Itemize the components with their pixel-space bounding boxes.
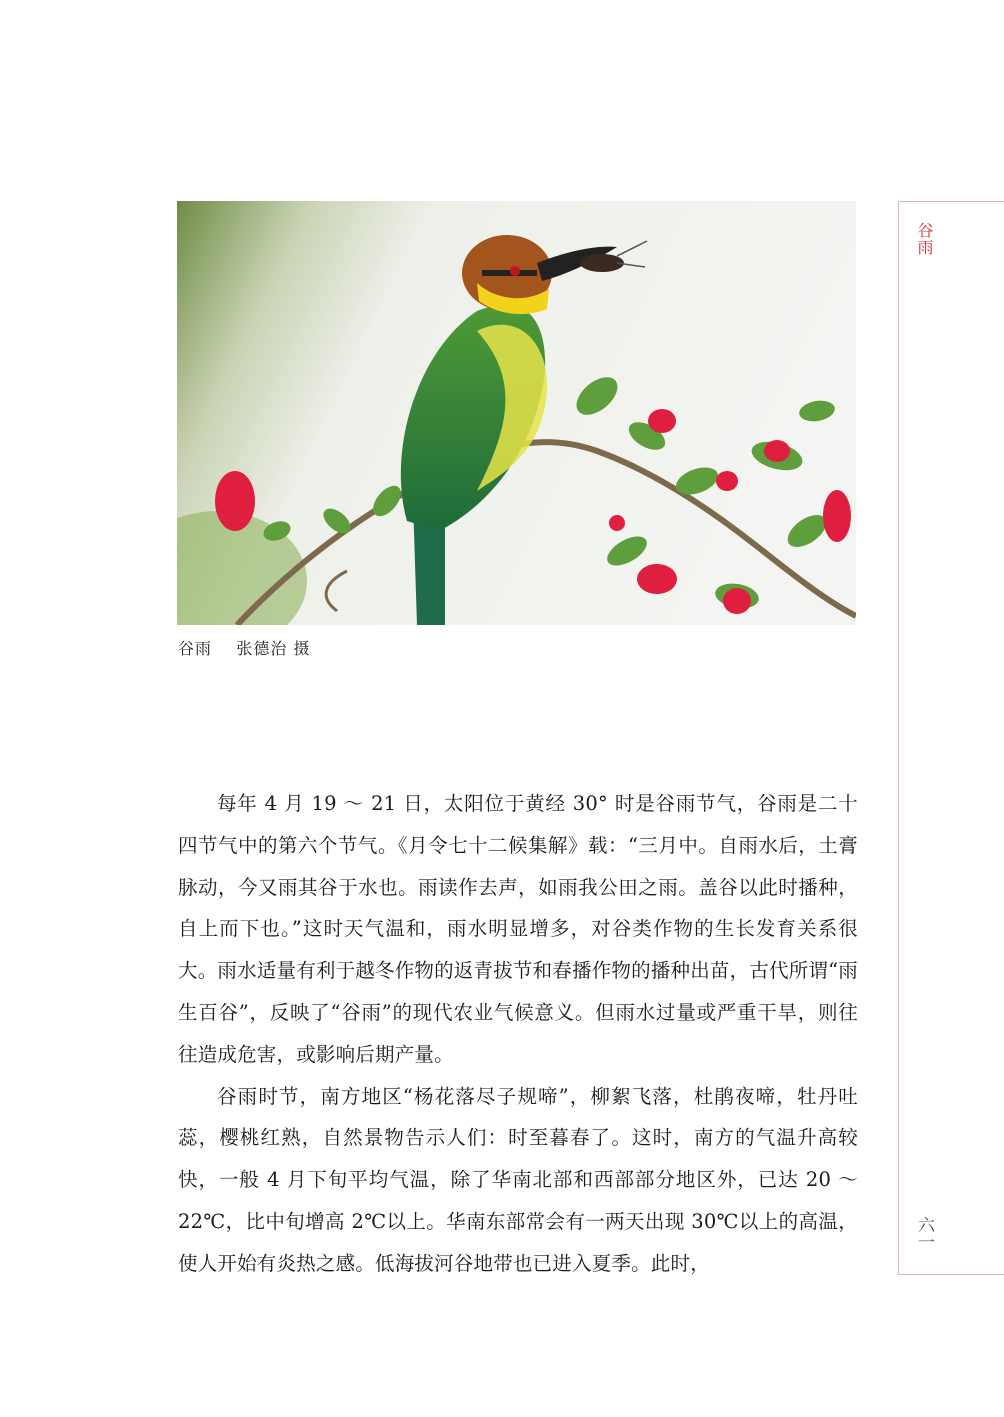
caption-author: 张德治 摄 [236, 639, 311, 658]
side-margin-frame [898, 201, 1004, 1275]
bee-eater-bird-icon [177, 201, 856, 625]
chapter-title: 谷雨 [915, 222, 934, 256]
bird-photo [177, 201, 856, 625]
paragraph: 谷雨时节，南方地区“杨花落尽子规啼”，柳絮飞落，杜鹃夜啼，牡丹吐蕊，樱桃红熟，自然景物告示人们：时至暮春了。这时，南方的气温升高较快，一般 4 月下旬平均气温，除了华南北部和西部部分地区外，已达 20 ～ 22℃，比中旬增高 2℃以上。华南东部常会有一两天出现 30℃以上的高温，使人开始有炎热之感。低海拔河谷地带也已进入夏季。此时， [178, 1084, 858, 1275]
caption-title: 谷雨 [178, 639, 213, 658]
article-body [178, 783, 858, 1285]
photo-caption [178, 636, 310, 659]
page-number: 六一 [914, 1216, 934, 1250]
paragraph: 每年 4 月 19 ～ 21 日，太阳位于黄经 30° 时是谷雨节气，谷雨是二十四节气中的第六个节气。《月令七十二候集解》载：“三月中。自雨水后，土膏脉动，今又雨其谷于水也。雨读作去声，如雨我公田之雨。盖谷以此时播种，自上而下也。”这时天气温和，雨水明显增多，对谷类作物的生长发育关系很大。雨水适量有利于越冬作物的返青拔节和春播作物的播种出苗，古代所谓“雨生百谷”，反映了“谷雨”的现代农业气候意义。但雨水过量或严重干旱，则往往造成危害，或影响后期产量。 [178, 792, 858, 1066]
